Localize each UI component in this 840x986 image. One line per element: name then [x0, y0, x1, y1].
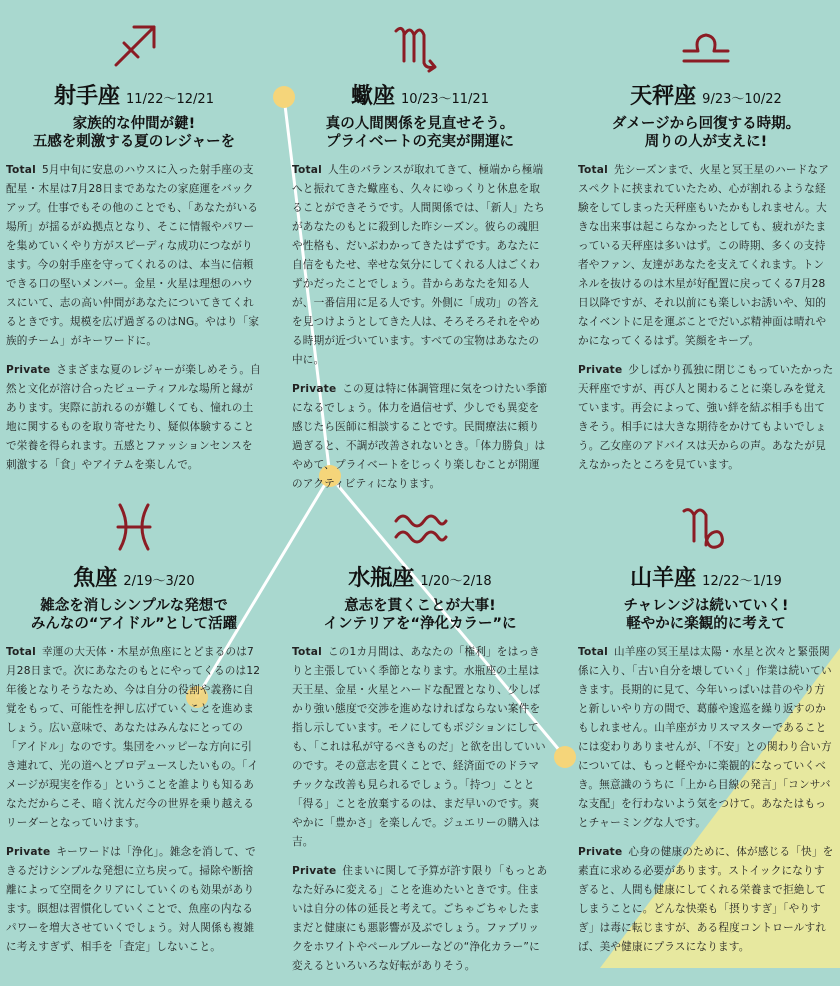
- sign-title: [292, 562, 548, 596]
- sign-card-aquarius: [292, 492, 548, 986]
- total-text: この1カ月間は、あなたの「権利」をはっきりと主張していく季節となります。水瓶座の土星は天王星、金星・火星とハードな配置となり、少しばかり強い態度で交渉を進めなければならない案件を指し示しています。モノにしてもポジションにしても、「これは私が守るべきものだ」と欲を出していいのです。その意志を貫くことで、経済面でのドラマチックな改善も見られるでしょう。「持つ」ことと「得る」ことを放棄するのは、まだ早いのです。爽やかに「豊かさ」を楽しんで。ジュエリーの購入は吉。: [292, 646, 546, 848]
- private-label: Private: [578, 846, 623, 858]
- sign-card-pisces: [6, 492, 262, 967]
- private-paragraph: [578, 843, 834, 957]
- private-paragraph: [578, 361, 834, 475]
- headline: [6, 597, 262, 633]
- private-label: Private: [292, 383, 337, 395]
- total-paragraph: [6, 161, 262, 351]
- headline-line: 雑念を消しシンプルな発想で: [40, 598, 228, 614]
- horoscope-body: [578, 643, 834, 957]
- sign-name: 水瓶座: [348, 566, 415, 591]
- headline-line: 真の人間関係を見直せそう。: [325, 116, 515, 132]
- total-label: Total: [6, 646, 36, 658]
- headline: [292, 115, 548, 151]
- private-text: さまざまな夏のレジャーが楽しめそう。自然と文化が溶け合ったビューティフルな場所と縁があります。実際に訪れるのが難しくても、憧れの土地に関するものを取り寄せたり、疑似体験することで栄養を得られます。五感とファッションセンスを刺激する「食」やアイテムを楽しんで。: [6, 364, 261, 471]
- total-text: 幸運の大天体・木星が魚座にとどまるのは7月28日まで。次にあなたのもとにやってくるのは12年後となりそうなため、今は自分の役割や義務に自覚をもって、可能性を押し広げていくことを進めましょう。広い意味で、あなたはみんなにとっての「アイドル」なのです。集団をハッピーな方向に引き連れて、光の道へとプロデュースしたいもの。「イメージが現実を作る」ということを誰よりも知るあなただからこそ、暗く沈んだ今の世界を乗り越えるリーダーとなっていけます。: [6, 646, 261, 829]
- total-paragraph: [578, 161, 834, 351]
- total-text: 5月中旬に安息のハウスに入った射手座の支配星・木星は7月28日まであなたの家庭運をバックアップ。仕事でもその他のことでも、「あなたがいる場所」が揺るがぬ拠点となり、そこに情報やパワーを集めていくやり方がスピーディな成功につながります。今の射手座を守ってくれるのは、本当に信頼できる口の堅いメンバー。金星・火星は理想のハウスにいて、志の高い仲間があなたについてきてくれるときです。規模を広げ過ぎるのはNG。やはり「家族的チーム」がキーワードに。: [6, 164, 260, 347]
- scorpio-icon: [292, 10, 548, 80]
- headline: [578, 597, 834, 633]
- headline-line: 意志を貫くことが大事!: [344, 598, 496, 614]
- headline-line: ダメージから回復する時期。: [611, 116, 801, 132]
- aquarius-icon: [292, 492, 548, 562]
- capricorn-icon: [578, 492, 834, 562]
- total-paragraph: [292, 643, 548, 852]
- total-label: Total: [578, 646, 608, 658]
- sign-card-libra: [578, 10, 834, 485]
- sagittarius-icon: [6, 10, 262, 80]
- sign-dates: 1/20〜2/18: [420, 574, 492, 589]
- total-label: Total: [292, 646, 322, 658]
- private-label: Private: [6, 364, 51, 376]
- sign-card-capricorn: [578, 492, 834, 967]
- headline-line: チャレンジは続いていく!: [623, 598, 789, 614]
- horoscope-body: [578, 161, 834, 475]
- libra-icon: [578, 10, 834, 80]
- sign-title: [6, 562, 262, 596]
- private-text: 少しばかり孤独に閉じこもっていたかった天秤座ですが、再び人と関わることに楽しみを覚えています。再会によって、強い絆を結ぶ相手も出てきそう。相手には大きな期待をかけてもよいでしょう。乙女座のアドバイスは天からの声。あなたが見えなかったところを見ています。: [578, 364, 834, 471]
- headline-line: 家族的な仲間が鍵!: [72, 116, 196, 132]
- sign-dates: 2/19〜3/20: [123, 574, 195, 589]
- headline: [6, 115, 262, 151]
- sign-card-scorpio: [292, 10, 548, 504]
- pisces-icon: [6, 492, 262, 562]
- headline: [578, 115, 834, 151]
- headline-line: 軽やかに楽観的に考えて: [626, 616, 786, 632]
- sign-dates: 10/23〜11/21: [401, 92, 489, 107]
- headline-line: 五感を刺激する夏のレジャーを: [32, 134, 236, 150]
- private-label: Private: [292, 865, 337, 877]
- private-paragraph: [6, 361, 262, 475]
- private-paragraph: [292, 380, 548, 494]
- headline: [292, 597, 548, 633]
- private-label: Private: [578, 364, 623, 376]
- headline-line: 周りの人が支えに!: [644, 134, 768, 150]
- sign-name: 天秤座: [630, 84, 697, 109]
- total-label: Total: [6, 164, 36, 176]
- horoscope-body: [292, 643, 548, 976]
- headline-line: プライベートの充実が開運に: [325, 134, 515, 150]
- sign-dates: 9/23〜10/22: [702, 92, 782, 107]
- star-dot: [554, 746, 576, 768]
- sign-title: [6, 80, 262, 114]
- total-label: Total: [578, 164, 608, 176]
- sign-name: 山羊座: [630, 566, 697, 591]
- total-paragraph: [6, 643, 262, 833]
- private-text: キーワードは「浄化」。雑念を消して、できるだけシンプルな発想に立ち戻って。掃除や断捨離によって空間をクリアにしていくのも効果があります。瞑想は習慣化していくことで、魚座の内なるパワーを増大させていくでしょう。対人関係も複雑に考えすぎず、相手を「査定」しないこと。: [6, 846, 256, 953]
- sign-name: 蠍座: [351, 84, 396, 109]
- total-text: 先シーズンまで、火星と冥王星のハードなアスペクトに挟まれていたため、心が割れるような経験をしてしまった天秤座もいたかもしれません。大きな出来事は起こらなかったとしても、疲れがたまっている天秤座は多いはず。この時期、多くの支持者やファン、友達があなたを支えてくれます。トンネルを抜けるのは木星が好配置に戻ってくる7月28日以降ですが、それ以前にも楽しいお誘いや、知的なイベントに足を運ぶことでだいぶ精神面は晴れやかになってくるはず。笑顔をキープ。: [578, 164, 830, 347]
- private-text: この夏は特に体調管理に気をつけたい季節になるでしょう。体力を過信せず、少しでも異変を感じたら医師に相談することです。民間療法に頼り過ぎると、不調が改善されないとき。「体力勝負」はやめて、プライベートをじっくり楽しむことが開運のアクティビティになります。: [292, 383, 548, 490]
- private-text: 心身の健康のために、体が感じる「快」を素直に求める必要があります。ストイックになりすぎると、人間も健康にしてくれる栄養まで拒絶してしまうことに。どんな快楽も「摂りすぎ」「やりすぎ」は毒に転じますが、ある程度コントロールすれば、美や健康にプラスになります。: [578, 846, 834, 953]
- total-text: 人生のバランスが取れてきて、極端から極端へと振れてきた蠍座も、久々にゆっくりと休息を取ることができそうです。人間関係では、「新人」たちがあなたのもとに殺到した昨シーズン。彼らの魂胆や性格も、だいぶわかってきたはずです。あなたに自信をもたせ、幸せな気分にしてくれる人はごくわずかだったことでしょう。昔からあなたを知る人が、一番信用に足る人です。外側に「成功」の答えを見つけようとしてきた人は、そろそろそれをやめる時期が近づいています。すべての宝物はあなたの中に。: [292, 164, 545, 366]
- sign-title: [578, 562, 834, 596]
- headline-line: みんなの“アイドル”として活躍: [30, 616, 238, 632]
- total-text: 山羊座の冥王星は太陽・水星と次々と緊張関係に入り、「古い自分を壊していく」作業は続いていきます。長期的に見て、今年いっぱいは昔のやり方と新しいやり方の間で、葛藤や逡巡を繰り返すのかもしれません。山羊座がカリスマスターであることには変わりありませんが、「不安」との関わり合い方については、もっと軽やかに楽観的になっていくべき。無意識のうちに「上から目線の発言」「コンサバな支配」を行わないよう気をつけて。あなたはもっとチャーミングな人です。: [578, 646, 832, 829]
- private-paragraph: [292, 862, 548, 976]
- total-paragraph: [292, 161, 548, 370]
- sign-dates: 12/22〜1/19: [702, 574, 782, 589]
- headline-line: インテリアを“浄化カラー”に: [323, 616, 517, 632]
- total-label: Total: [292, 164, 322, 176]
- total-paragraph: [578, 643, 834, 833]
- sign-name: 魚座: [73, 566, 118, 591]
- sign-name: 射手座: [54, 84, 121, 109]
- private-text: 住まいに関して予算が許す限り「もっとあなた好みに変える」ことを進めたいときです。住まいは自分の体の延長と考えて。ごちゃごちゃしたままだと健康にも悪影響が及ぶでしょう。ファブリックをホワイトやペールブルーなどの“浄化カラー”に変えるといろいろな好転がありそう。: [292, 865, 548, 972]
- sign-title: [292, 80, 548, 114]
- horoscope-body: [292, 161, 548, 494]
- sign-title: [578, 80, 834, 114]
- sign-dates: 11/22〜12/21: [126, 92, 214, 107]
- private-label: Private: [6, 846, 51, 858]
- horoscope-body: [6, 161, 262, 475]
- sign-card-sagittarius: [6, 10, 262, 485]
- private-paragraph: [6, 843, 262, 957]
- horoscope-body: [6, 643, 262, 957]
